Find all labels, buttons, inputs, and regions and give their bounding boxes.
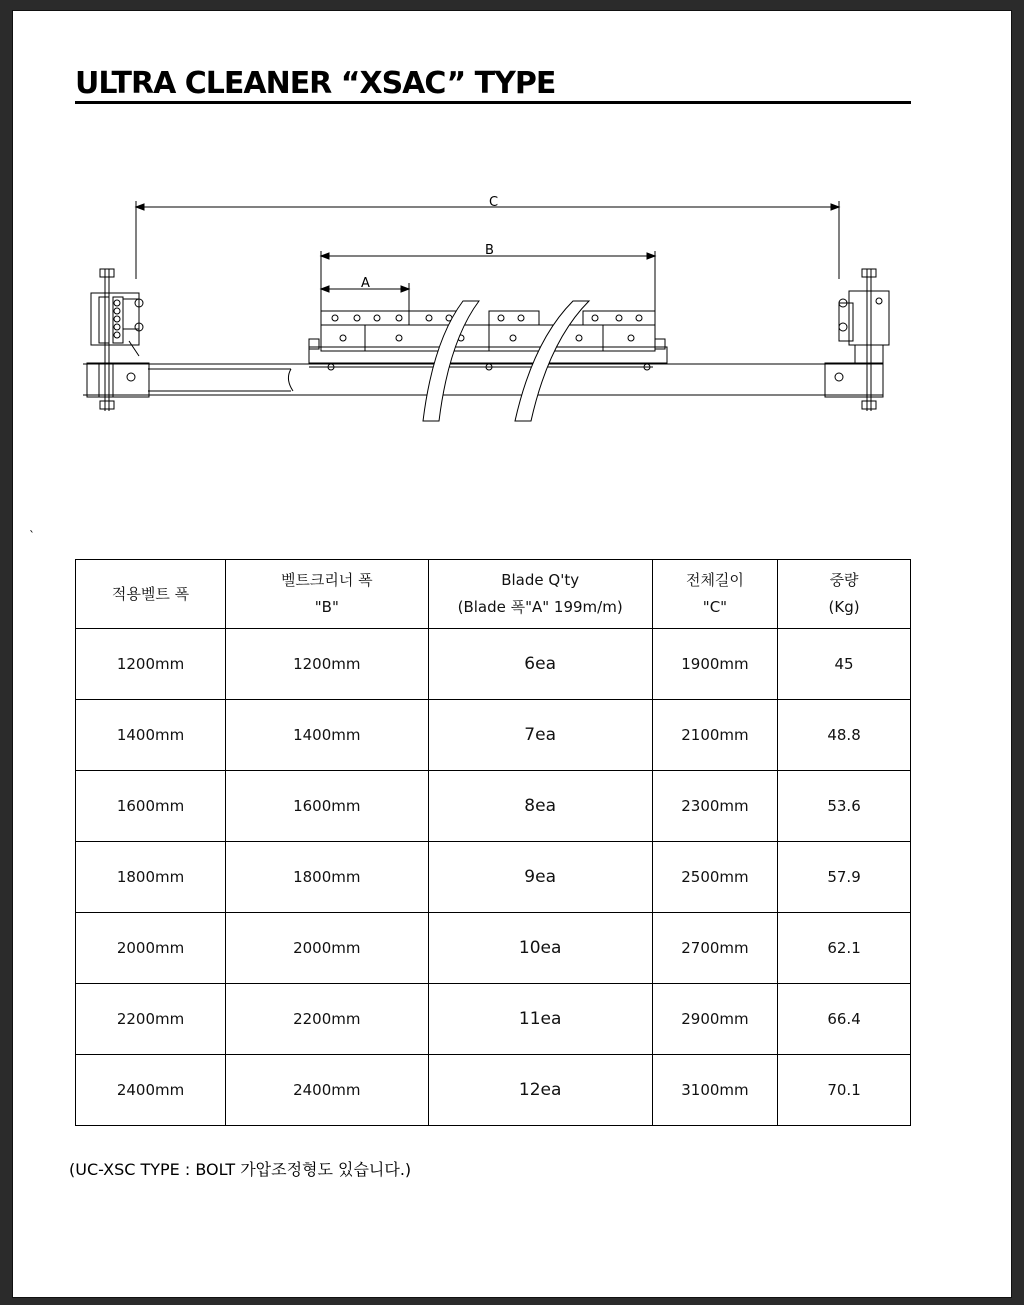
cell-weight: 48.8: [778, 700, 911, 771]
footnote: (UC-XSC TYPE : BOLT 가압조정형도 있습니다.): [69, 1160, 412, 1179]
cell-cleaner-width: 1600mm: [226, 771, 428, 842]
cell-blade-qty: 11ea: [428, 984, 652, 1055]
cell-blade-qty: 6ea: [428, 629, 652, 700]
cell-weight: 57.9: [778, 842, 911, 913]
document-page: [12, 10, 1012, 1298]
cell-cleaner-width: 2000mm: [226, 913, 428, 984]
cell-weight: 53.6: [778, 771, 911, 842]
cell-blade-qty: 12ea: [428, 1055, 652, 1126]
break-lines: [423, 301, 589, 421]
left-clamp-assembly: [87, 269, 149, 411]
cell-blade-qty: 9ea: [428, 842, 652, 913]
header-belt-width: 적용벨트 폭: [76, 560, 226, 629]
cell-belt-width: 1800mm: [76, 842, 226, 913]
cell-belt-width: 1600mm: [76, 771, 226, 842]
cell-weight: 62.1: [778, 913, 911, 984]
table-row: [76, 771, 911, 842]
table-row: [76, 913, 911, 984]
dimension-label-c: C: [489, 195, 499, 210]
page-title: ULTRA CLEANER “XSAC” TYPE: [75, 66, 556, 101]
stray-mark: `: [29, 529, 35, 543]
header-cleaner-width: 벨트크리너 폭 "B": [226, 560, 428, 629]
table-row: [76, 1055, 911, 1126]
cell-belt-width: 2000mm: [76, 913, 226, 984]
cell-weight: 66.4: [778, 984, 911, 1055]
cell-blade-qty: 8ea: [428, 771, 652, 842]
dimension-label-a: A: [361, 276, 370, 291]
table-row: [76, 629, 911, 700]
cell-cleaner-width: 1200mm: [226, 629, 428, 700]
cell-total-length: 1900mm: [652, 629, 777, 700]
right-clamp-assembly: [825, 269, 889, 411]
cell-belt-width: 2400mm: [76, 1055, 226, 1126]
cell-total-length: 3100mm: [652, 1055, 777, 1126]
table-row: [76, 700, 911, 771]
cell-total-length: 2300mm: [652, 771, 777, 842]
header-total-length: 전체길이 "C": [652, 560, 777, 629]
table-row: [76, 842, 911, 913]
cell-weight: 70.1: [778, 1055, 911, 1126]
spec-table: [75, 559, 911, 1126]
cell-total-length: 2700mm: [652, 913, 777, 984]
cell-cleaner-width: 1800mm: [226, 842, 428, 913]
cleaner-technical-drawing: [13, 11, 1011, 451]
cell-total-length: 2900mm: [652, 984, 777, 1055]
cell-blade-qty: 7ea: [428, 700, 652, 771]
dimension-label-b: B: [485, 243, 494, 258]
cell-cleaner-width: 2400mm: [226, 1055, 428, 1126]
cell-total-length: 2100mm: [652, 700, 777, 771]
cell-cleaner-width: 2200mm: [226, 984, 428, 1055]
cell-total-length: 2500mm: [652, 842, 777, 913]
header-blade-qty: Blade Q'ty (Blade 폭"A" 199m/m): [428, 560, 652, 629]
header-weight: 중량 (Kg): [778, 560, 911, 629]
table-header-row: [76, 560, 911, 629]
table-row: [76, 984, 911, 1055]
cell-belt-width: 1200mm: [76, 629, 226, 700]
cell-blade-qty: 10ea: [428, 913, 652, 984]
cell-belt-width: 2200mm: [76, 984, 226, 1055]
cell-belt-width: 1400mm: [76, 700, 226, 771]
cell-weight: 45: [778, 629, 911, 700]
cell-cleaner-width: 1400mm: [226, 700, 428, 771]
blade-carrier: [309, 311, 667, 370]
